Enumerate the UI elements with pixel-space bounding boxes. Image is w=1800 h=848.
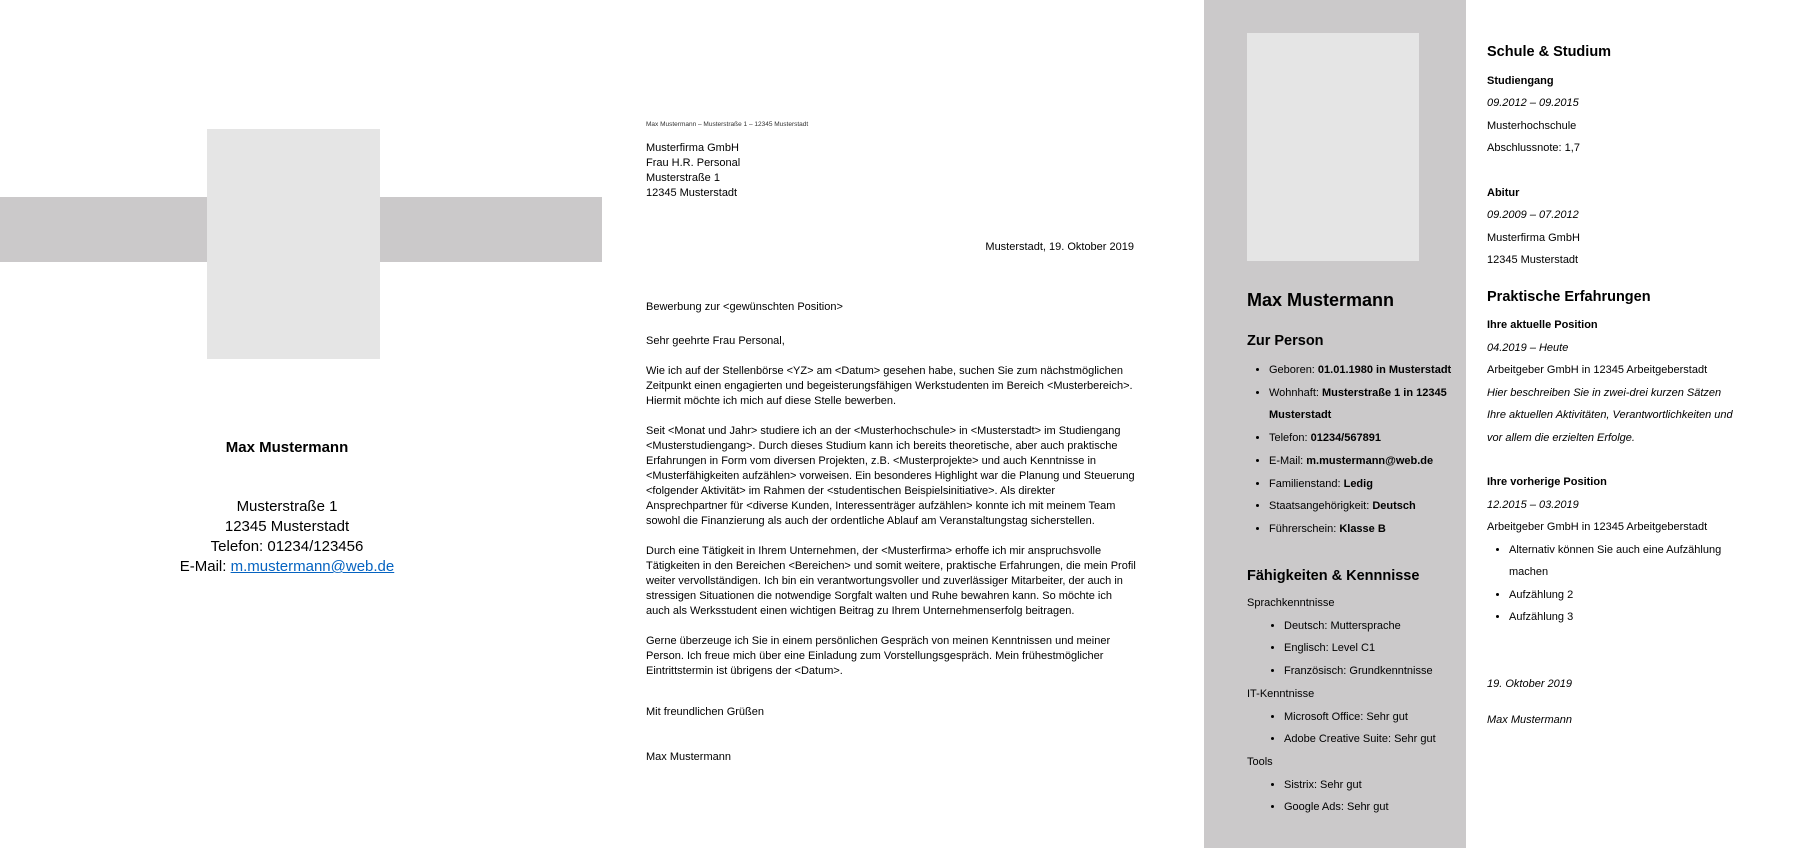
skill-item: • Deutsch: Muttersprache: [1284, 615, 1457, 638]
cover-email-label: E-Mail:: [179, 558, 231, 575]
person-item: [1269, 495, 1474, 518]
recipient-address: [646, 141, 740, 201]
person-item: [1269, 359, 1474, 382]
experience-company: Arbeitgeber GmbH in 12345 Arbeitgeberstadt: [1487, 521, 1708, 533]
person-value: m.mustermann@web.de: [1306, 454, 1434, 467]
experience-bullet: • Aufzählung 3: [1509, 606, 1742, 629]
education-dates: 09.2012 – 09.2015: [1487, 97, 1579, 109]
skill-item: • Sistrix: Sehr gut: [1284, 774, 1457, 797]
education-line: Musterhochschule: [1487, 119, 1577, 132]
cv-name: Max Mustermann: [1247, 290, 1395, 310]
person-label: Führerschein:: [1269, 522, 1340, 535]
person-item: [1269, 518, 1474, 541]
skill-item: • Englisch: Level C1: [1284, 637, 1457, 660]
person-value: Deutsch: [1372, 500, 1416, 513]
experience-bullet: • Aufzählung 2: [1509, 584, 1742, 607]
skill-item: • Google Ads: Sehr gut: [1284, 796, 1457, 819]
person-item: [1269, 382, 1474, 427]
cv-signature: Max Mustermann: [1487, 714, 1572, 726]
cover-contact: [0, 497, 574, 577]
letter-date: Musterstadt, 19. Oktober 2019: [985, 241, 1134, 253]
person-value: Ledig: [1343, 477, 1373, 490]
person-value: Musterstraße 1 in 12345 Musterstadt: [1269, 386, 1447, 422]
education-section-title: Schule & Studium: [1487, 44, 1612, 60]
person-value: 01.01.1980 in Musterstadt: [1317, 364, 1452, 376]
cv-main-column: [1487, 41, 1742, 732]
cover-city: 12345 Musterstadt: [224, 518, 350, 535]
experience-dates: 12.2015 – 03.2019: [1487, 498, 1579, 511]
education-line: 12345 Musterstadt: [1487, 254, 1579, 266]
person-value: 01234/567891: [1310, 432, 1381, 445]
cv-page: [1204, 0, 1800, 848]
cv-date: 19. Oktober 2019: [1487, 677, 1573, 690]
person-label: Wohnhaft:: [1269, 386, 1322, 399]
person-item: [1269, 473, 1474, 496]
person-label: Staatsangehörigkeit:: [1269, 500, 1373, 513]
experience-description: Hier beschreiben Sie in zwei-drei kurzen Sätzen Ihre aktuellen Aktivitäten, Verantwortlichkeiten und vor allem die erzielten Erfolge.: [1487, 386, 1733, 444]
cover-page: [0, 0, 602, 848]
letter-salutation: Sehr geehrte Frau Personal,: [646, 335, 785, 347]
letter-body: [646, 364, 1136, 694]
skill-category: Sprachkenntnisse: [1247, 597, 1335, 609]
recipient-line: Musterstraße 1: [646, 172, 720, 184]
skill-category: Tools: [1247, 755, 1273, 768]
letter-signature: Max Mustermann: [646, 751, 731, 763]
person-label: Familienstand:: [1269, 477, 1344, 490]
person-item: [1269, 450, 1474, 473]
experience-bullets: [1487, 539, 1742, 629]
skill-item: • Französisch: Grundkenntnisse: [1284, 660, 1457, 683]
cover-photo-placeholder: [207, 129, 380, 359]
skill-items: [1247, 615, 1457, 683]
recipient-line: Frau H.R. Personal: [646, 157, 741, 169]
letter-paragraph: Gerne überzeuge ich Sie in einem persönlichen Gespräch von meinen Kenntnissen und meiner Person. Ich freue mich über eine Einladung zum Vorstellungsgespräch. Mein frühestmöglicher Eintrittstermin ist übrigens der <Datum>.: [646, 635, 1111, 677]
cover-phone: Telefon: 01234/123456: [210, 538, 364, 555]
education-line: Musterfirma GmbH: [1487, 231, 1580, 244]
recipient-line: Musterfirma GmbH: [646, 142, 739, 154]
person-label: Geboren:: [1269, 364, 1318, 376]
person-list: [1247, 359, 1474, 541]
experience-section-title: Praktische Erfahrungen: [1487, 288, 1651, 305]
person-item: [1269, 427, 1474, 450]
person-section-title: Zur Person: [1247, 333, 1324, 349]
cover-name: Max Mustermann: [225, 439, 349, 456]
experience-dates: 04.2019 – Heute: [1487, 341, 1569, 354]
recipient-line: 12345 Musterstadt: [646, 187, 738, 199]
skill-category: IT-Kenntnisse: [1247, 687, 1315, 700]
letter-paragraph: Durch eine Tätigkeit in Ihrem Unternehmen, der <Musterfirma> erhoffe ich mir anspruchsvolle Tätigkeiten in den Bereichen <Bereichen> und somit weitere, praktische Erfahrungen, die mein Profil weiter vervollständigen. Ich bin ein verantwortungsvoller und zuverlässiger Mitarbeiter, der auch in stressigen Situationen die notwendige Sorgfalt walten und Ruhe bewahren kann. So möchte ich auch als Werksstudent einen wichtigen Beitrag zu Ihrem Unternehmenserfolg beitragen.: [646, 545, 1136, 617]
skill-items: [1247, 774, 1457, 819]
experience-title: Ihre aktuelle Position: [1487, 319, 1598, 331]
letter-paragraph: Seit <Monat und Jahr> studiere ich an der <Musterhochschule> in <Musterstadt> im Studiengang <Musterstudiengang>. Durch dieses Studium kann ich bereits theoretische, aber auch praktische Erfahrungen in Form vom diversen Projekten, z.B. <Musterprojekte> und auch Kenntnisse in <Musterfähigkeiten aufzählen> vorweisen. Ein besonderes Highlight war die Planung und Steuerung <folgender Aktivität> im Rahmen der <studentischen Beispielsinitiative>. Als direkter Ansprechpartner für <diverse Kunden, Interessenträger aufzählen> konnte ich mit meinem Team sowohl die Finanzierung als auch der ordentliche Ablauf am Veranstaltungstag sicherstellen.: [646, 425, 1135, 527]
experience-company: Arbeitgeber GmbH in 12345 Arbeitgeberstadt: [1487, 364, 1708, 376]
letter-subject: Bewerbung zur <gewünschten Position>: [646, 301, 843, 313]
experience-title: Ihre vorherige Position: [1487, 476, 1607, 488]
education-dates: 09.2009 – 07.2012: [1487, 209, 1579, 221]
skills-list: [1247, 592, 1457, 819]
cv-photo-placeholder: [1247, 33, 1419, 261]
education-title: Abitur: [1487, 186, 1520, 199]
cover-email-link[interactable]: m.mustermann@web.de: [230, 558, 395, 575]
skills-section-title: Fähigkeiten & Kennnisse: [1247, 568, 1420, 584]
skill-items: [1247, 706, 1457, 751]
letter-paragraph: Wie ich auf der Stellenbörse <YZ> am <Datum> gesehen habe, suchen Sie zum nächstmöglichen Zeitpunkt einen engagierten und begeisterungsfähigen Werkstudenten im Bereich <Musterbereich>. Hiermit möchte ich mich auf diese Stelle bewerben.: [646, 365, 1133, 407]
skill-item: • Microsoft Office: Sehr gut: [1284, 706, 1457, 729]
cover-letter-page: [602, 0, 1204, 848]
person-value: Klasse B: [1339, 522, 1386, 535]
education-line: Abschlussnote: 1,7: [1487, 142, 1580, 154]
education-title: Studiengang: [1487, 74, 1554, 87]
cover-street: Musterstraße 1: [236, 498, 338, 515]
person-label: E-Mail:: [1269, 454, 1307, 467]
letter-closing: Mit freundlichen Grüßen: [646, 706, 764, 718]
sender-line: Max Mustermann – Musterstraße 1 – 12345 Musterstadt: [646, 121, 809, 128]
cover-email-line: [0, 557, 574, 577]
experience-bullet: • Alternativ können Sie auch eine Aufzählung machen: [1509, 539, 1742, 584]
skill-item: • Adobe Creative Suite: Sehr gut: [1284, 728, 1457, 751]
person-label: Telefon:: [1269, 432, 1311, 445]
